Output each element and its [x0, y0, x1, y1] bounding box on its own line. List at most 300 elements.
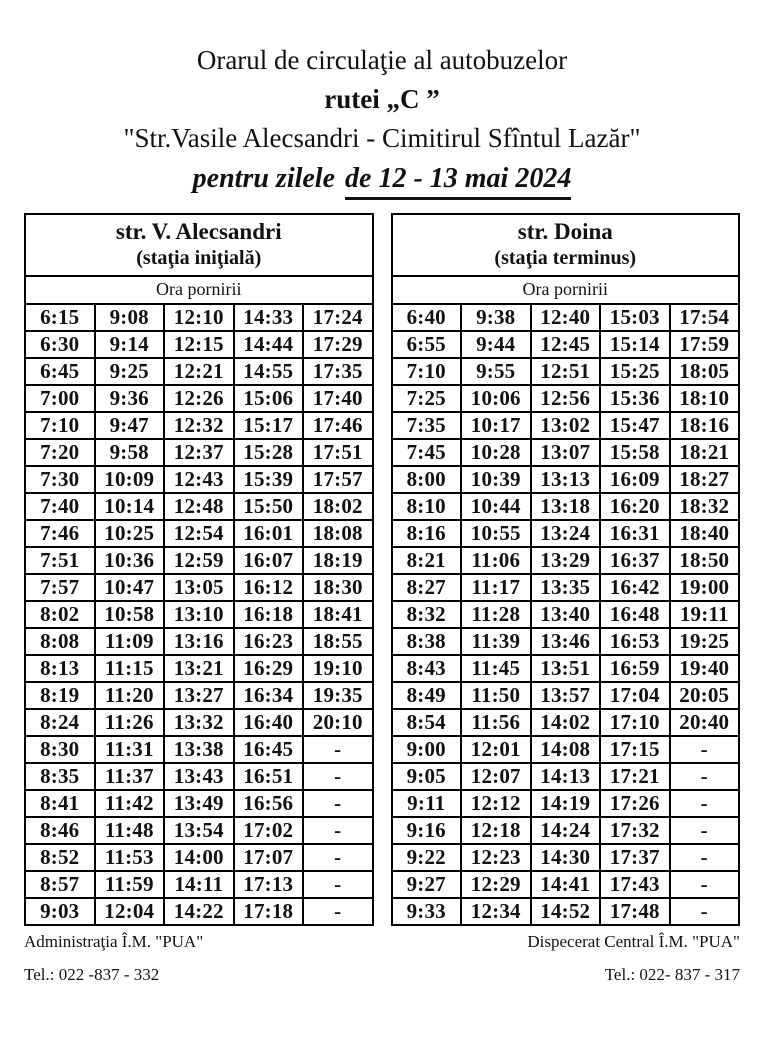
time-cell: 11:31 [95, 736, 165, 763]
time-cell: 8:16 [392, 520, 462, 547]
time-cell: 11:06 [461, 547, 531, 574]
time-cell: 13:24 [531, 520, 601, 547]
table-row [25, 412, 373, 439]
time-cell: 14:22 [164, 898, 234, 925]
time-cell: 18:02 [303, 493, 373, 520]
time-cell: 11:53 [95, 844, 165, 871]
time-cell: 11:45 [461, 655, 531, 682]
time-cell: - [303, 736, 373, 763]
time-cell: 10:58 [95, 601, 165, 628]
time-cell: 16:09 [600, 466, 670, 493]
time-cell: 16:40 [234, 709, 304, 736]
time-cell: 13:57 [531, 682, 601, 709]
time-cell: 12:29 [461, 871, 531, 898]
time-cell: 18:55 [303, 628, 373, 655]
time-cell: 11:39 [461, 628, 531, 655]
time-cell: 13:51 [531, 655, 601, 682]
time-cell: 6:30 [25, 331, 95, 358]
time-cell: 16:56 [234, 790, 304, 817]
time-cell: 18:08 [303, 520, 373, 547]
timetable-alecsandri-body [25, 304, 373, 925]
time-cell: 17:51 [303, 439, 373, 466]
time-cell: 10:47 [95, 574, 165, 601]
time-cell: 11:59 [95, 871, 165, 898]
time-cell: 13:21 [164, 655, 234, 682]
time-cell: 8:41 [25, 790, 95, 817]
time-cell: 16:07 [234, 547, 304, 574]
table-row [392, 358, 740, 385]
table-row [25, 466, 373, 493]
time-cell: 16:51 [234, 763, 304, 790]
table-row [25, 682, 373, 709]
route-endpoints: "Str.Vasile Alecsandri - Cimitirul Sfîntul Lazăr" [123, 122, 641, 153]
time-cell: 7:25 [392, 385, 462, 412]
time-cell: 7:40 [25, 493, 95, 520]
time-cell: 9:27 [392, 871, 462, 898]
time-cell: 11:09 [95, 628, 165, 655]
time-cell: 17:21 [600, 763, 670, 790]
dispatcher-phone: Tel.: 022- 837 - 317 [604, 965, 740, 985]
table-row [392, 304, 740, 331]
time-cell: - [303, 844, 373, 871]
time-cell: - [303, 871, 373, 898]
time-cell: 9:16 [392, 817, 462, 844]
time-cell: 14:24 [531, 817, 601, 844]
time-cell: 17:04 [600, 682, 670, 709]
time-cell: 8:54 [392, 709, 462, 736]
time-cell: 12:32 [164, 412, 234, 439]
time-cell: 11:20 [95, 682, 165, 709]
time-cell: 8:21 [392, 547, 462, 574]
time-cell: 16:18 [234, 601, 304, 628]
time-cell: 13:10 [164, 601, 234, 628]
time-cell: 14:55 [234, 358, 304, 385]
time-cell: 9:38 [461, 304, 531, 331]
table-row [25, 709, 373, 736]
time-cell: 14:11 [164, 871, 234, 898]
time-cell: 8:57 [25, 871, 95, 898]
time-cell: 8:00 [392, 466, 462, 493]
table-row [25, 763, 373, 790]
time-cell: - [670, 871, 740, 898]
table-row [392, 709, 740, 736]
time-cell: 12:04 [95, 898, 165, 925]
time-cell: 16:01 [234, 520, 304, 547]
time-cell: 8:43 [392, 655, 462, 682]
time-cell: 8:27 [392, 574, 462, 601]
time-cell: 10:17 [461, 412, 531, 439]
time-cell: 11:56 [461, 709, 531, 736]
time-cell: 8:52 [25, 844, 95, 871]
time-cell: 7:35 [392, 412, 462, 439]
time-cell: 15:58 [600, 439, 670, 466]
time-cell: - [303, 898, 373, 925]
table-row [392, 466, 740, 493]
table-row [25, 736, 373, 763]
time-cell: 16:53 [600, 628, 670, 655]
station-note: (staţia iniţială) [136, 246, 262, 269]
time-cell: 19:35 [303, 682, 373, 709]
table-row [392, 871, 740, 898]
time-cell: 11:26 [95, 709, 165, 736]
table-row [25, 304, 373, 331]
time-cell: 14:13 [531, 763, 601, 790]
time-cell: 17:10 [600, 709, 670, 736]
time-cell: 15:36 [600, 385, 670, 412]
time-cell: 13:07 [531, 439, 601, 466]
time-cell: 11:37 [95, 763, 165, 790]
time-cell: 13:40 [531, 601, 601, 628]
footer-dispatcher [527, 932, 740, 986]
time-cell: 10:36 [95, 547, 165, 574]
time-cell: 9:22 [392, 844, 462, 871]
station-header-cell [392, 214, 740, 275]
table-row [392, 655, 740, 682]
time-cell: 13:02 [531, 412, 601, 439]
time-cell: 17:37 [600, 844, 670, 871]
time-cell: 11:48 [95, 817, 165, 844]
table-row [392, 682, 740, 709]
time-cell: 17:13 [234, 871, 304, 898]
time-cell: 9:36 [95, 385, 165, 412]
time-cell: 16:37 [600, 547, 670, 574]
time-cell: 18:30 [303, 574, 373, 601]
time-cell: 12:37 [164, 439, 234, 466]
departure-time-label: Ora pornirii [392, 276, 740, 304]
time-cell: 13:29 [531, 547, 601, 574]
time-cell: 12:40 [531, 304, 601, 331]
time-cell: 15:14 [600, 331, 670, 358]
table-row [25, 655, 373, 682]
time-cell: 7:45 [392, 439, 462, 466]
validity-prefix: pentru zilele [192, 163, 336, 195]
table-row [25, 574, 373, 601]
table-row [392, 763, 740, 790]
time-cell: 6:40 [392, 304, 462, 331]
time-cell: 19:00 [670, 574, 740, 601]
time-cell: 13:27 [164, 682, 234, 709]
time-cell: 9:11 [392, 790, 462, 817]
time-cell: 6:15 [25, 304, 95, 331]
time-cell: 9:00 [392, 736, 462, 763]
table-row [392, 412, 740, 439]
time-cell: 9:14 [95, 331, 165, 358]
table-row [25, 601, 373, 628]
time-cell: 17:18 [234, 898, 304, 925]
timetable-doina [391, 213, 741, 925]
time-cell: 14:19 [531, 790, 601, 817]
time-cell: 10:28 [461, 439, 531, 466]
table-row [25, 898, 373, 925]
time-cell: 20:40 [670, 709, 740, 736]
time-cell: 9:58 [95, 439, 165, 466]
time-cell: 16:31 [600, 520, 670, 547]
footer-administration [24, 932, 203, 986]
time-cell: 17:46 [303, 412, 373, 439]
time-cell: 19:10 [303, 655, 373, 682]
table-row [25, 871, 373, 898]
time-cell: 12:45 [531, 331, 601, 358]
time-cell: - [670, 898, 740, 925]
time-cell: 15:17 [234, 412, 304, 439]
table-row [25, 331, 373, 358]
timetables [0, 213, 764, 925]
time-cell: 8:46 [25, 817, 95, 844]
time-cell: 9:03 [25, 898, 95, 925]
time-cell: 17:07 [234, 844, 304, 871]
time-cell: 9:08 [95, 304, 165, 331]
time-cell: - [670, 763, 740, 790]
time-cell: 16:20 [600, 493, 670, 520]
time-cell: 16:23 [234, 628, 304, 655]
table-row [25, 358, 373, 385]
time-cell: 14:08 [531, 736, 601, 763]
table-row [392, 844, 740, 871]
time-cell: 7:57 [25, 574, 95, 601]
time-cell: 8:35 [25, 763, 95, 790]
time-cell: 8:49 [392, 682, 462, 709]
time-cell: 10:09 [95, 466, 165, 493]
time-cell: 7:20 [25, 439, 95, 466]
time-cell: 18:32 [670, 493, 740, 520]
station-note: (staţia terminus) [494, 246, 637, 269]
time-cell: 16:48 [600, 601, 670, 628]
administration-label: Administraţia Î.M. "PUA" [24, 931, 204, 951]
time-cell: 15:47 [600, 412, 670, 439]
station-header-cell [25, 214, 373, 275]
table-row [392, 439, 740, 466]
time-cell: 7:10 [392, 358, 462, 385]
time-cell: 14:52 [531, 898, 601, 925]
time-cell: 17:57 [303, 466, 373, 493]
time-cell: 9:25 [95, 358, 165, 385]
time-cell: 12:43 [164, 466, 234, 493]
time-cell: 15:03 [600, 304, 670, 331]
time-cell: 10:55 [461, 520, 531, 547]
table-row [25, 547, 373, 574]
time-cell: - [670, 736, 740, 763]
table-row [392, 574, 740, 601]
table-row [392, 736, 740, 763]
table-row [392, 898, 740, 925]
time-cell: 8:32 [392, 601, 462, 628]
time-cell: 18:10 [670, 385, 740, 412]
time-cell: - [303, 790, 373, 817]
time-cell: 12:12 [461, 790, 531, 817]
time-cell: 12:10 [164, 304, 234, 331]
time-cell: 14:00 [164, 844, 234, 871]
time-cell: 12:34 [461, 898, 531, 925]
time-cell: 9:44 [461, 331, 531, 358]
time-cell: 10:39 [461, 466, 531, 493]
time-cell: 9:05 [392, 763, 462, 790]
time-cell: 18:41 [303, 601, 373, 628]
administration-phone: Tel.: 022 -837 - 332 [24, 965, 160, 985]
time-cell: 9:47 [95, 412, 165, 439]
time-cell: 14:02 [531, 709, 601, 736]
time-cell: 10:44 [461, 493, 531, 520]
document-title: Orarul de circulaţie al autobuzelor [196, 45, 568, 75]
time-cell: 16:45 [234, 736, 304, 763]
time-cell: 17:40 [303, 385, 373, 412]
table-row [25, 385, 373, 412]
time-cell: 16:42 [600, 574, 670, 601]
time-cell: 12:15 [164, 331, 234, 358]
time-cell: 7:10 [25, 412, 95, 439]
timetable-doina-header [392, 214, 740, 303]
time-cell: 8:10 [392, 493, 462, 520]
route-name: rutei „C ” [324, 83, 440, 114]
time-cell: 11:42 [95, 790, 165, 817]
document-header [0, 0, 764, 200]
time-cell: 8:38 [392, 628, 462, 655]
time-cell: 13:46 [531, 628, 601, 655]
time-cell: 8:24 [25, 709, 95, 736]
time-cell: 12:07 [461, 763, 531, 790]
time-cell: 11:15 [95, 655, 165, 682]
station-name: str. V. Alecsandri [115, 219, 282, 245]
time-cell: 12:51 [531, 358, 601, 385]
time-cell: 14:44 [234, 331, 304, 358]
table-row [392, 817, 740, 844]
time-cell: 7:00 [25, 385, 95, 412]
table-row [392, 520, 740, 547]
time-cell: 15:06 [234, 385, 304, 412]
departure-time-label: Ora pornirii [25, 276, 373, 304]
time-cell: 9:55 [461, 358, 531, 385]
table-row [25, 817, 373, 844]
time-cell: 19:25 [670, 628, 740, 655]
time-cell: 14:30 [531, 844, 601, 871]
time-cell: 12:56 [531, 385, 601, 412]
time-cell: 18:16 [670, 412, 740, 439]
table-row [392, 628, 740, 655]
time-cell: 7:30 [25, 466, 95, 493]
time-cell: 18:27 [670, 466, 740, 493]
time-cell: 12:26 [164, 385, 234, 412]
table-row [392, 790, 740, 817]
time-cell: 8:08 [25, 628, 95, 655]
time-cell: 19:11 [670, 601, 740, 628]
time-cell: 8:13 [25, 655, 95, 682]
time-cell: 18:19 [303, 547, 373, 574]
time-cell: 8:30 [25, 736, 95, 763]
time-cell: 15:50 [234, 493, 304, 520]
table-row [25, 628, 373, 655]
time-cell: 15:39 [234, 466, 304, 493]
time-cell: 12:18 [461, 817, 531, 844]
time-cell: 16:12 [234, 574, 304, 601]
validity-dates: de 12 - 13 mai 2024 [345, 161, 571, 200]
table-row [392, 547, 740, 574]
time-cell: 16:34 [234, 682, 304, 709]
time-cell: 17:15 [600, 736, 670, 763]
time-cell: 13:35 [531, 574, 601, 601]
time-cell: 12:01 [461, 736, 531, 763]
table-row [25, 520, 373, 547]
time-cell: 20:10 [303, 709, 373, 736]
time-cell: - [670, 790, 740, 817]
table-row [25, 844, 373, 871]
time-cell: 18:50 [670, 547, 740, 574]
time-cell: 12:48 [164, 493, 234, 520]
time-cell: 6:55 [392, 331, 462, 358]
time-cell: 13:05 [164, 574, 234, 601]
timetable-doina-body [392, 304, 740, 925]
dispatcher-label: Dispecerat Central Î.M. "PUA" [527, 931, 740, 951]
time-cell: 10:14 [95, 493, 165, 520]
timetable-alecsandri-header [25, 214, 373, 303]
time-cell: 11:50 [461, 682, 531, 709]
time-cell: 13:54 [164, 817, 234, 844]
time-cell: 16:59 [600, 655, 670, 682]
time-cell: 17:02 [234, 817, 304, 844]
time-cell: 12:59 [164, 547, 234, 574]
time-cell: 11:28 [461, 601, 531, 628]
time-cell: 12:21 [164, 358, 234, 385]
table-row [392, 601, 740, 628]
time-cell: 13:43 [164, 763, 234, 790]
time-cell: 7:46 [25, 520, 95, 547]
station-name: str. Doina [517, 219, 613, 245]
time-cell: 10:06 [461, 385, 531, 412]
time-cell: 9:33 [392, 898, 462, 925]
time-cell: 17:59 [670, 331, 740, 358]
time-cell: 17:29 [303, 331, 373, 358]
time-cell: 7:51 [25, 547, 95, 574]
time-cell: 13:18 [531, 493, 601, 520]
timetable-alecsandri [24, 213, 374, 925]
table-row [25, 439, 373, 466]
time-cell: - [303, 763, 373, 790]
time-cell: 13:16 [164, 628, 234, 655]
time-cell: 20:05 [670, 682, 740, 709]
time-cell: 12:54 [164, 520, 234, 547]
time-cell: - [670, 817, 740, 844]
time-cell: 13:13 [531, 466, 601, 493]
time-cell: 12:23 [461, 844, 531, 871]
time-cell: - [670, 844, 740, 871]
time-cell: 18:21 [670, 439, 740, 466]
time-cell: 13:38 [164, 736, 234, 763]
table-row [392, 493, 740, 520]
time-cell: 17:24 [303, 304, 373, 331]
time-cell: 17:54 [670, 304, 740, 331]
time-cell: 19:40 [670, 655, 740, 682]
time-cell: 16:29 [234, 655, 304, 682]
time-cell: 15:25 [600, 358, 670, 385]
time-cell: 17:43 [600, 871, 670, 898]
time-cell: 14:41 [531, 871, 601, 898]
time-cell: 17:26 [600, 790, 670, 817]
time-cell: 17:35 [303, 358, 373, 385]
time-cell: - [303, 817, 373, 844]
time-cell: 17:48 [600, 898, 670, 925]
time-cell: 15:28 [234, 439, 304, 466]
time-cell: 13:32 [164, 709, 234, 736]
time-cell: 6:45 [25, 358, 95, 385]
table-row [25, 493, 373, 520]
time-cell: 11:17 [461, 574, 531, 601]
time-cell: 18:05 [670, 358, 740, 385]
time-cell: 8:19 [25, 682, 95, 709]
table-row [392, 331, 740, 358]
time-cell: 8:02 [25, 601, 95, 628]
time-cell: 18:40 [670, 520, 740, 547]
table-row [392, 385, 740, 412]
time-cell: 17:32 [600, 817, 670, 844]
time-cell: 13:49 [164, 790, 234, 817]
